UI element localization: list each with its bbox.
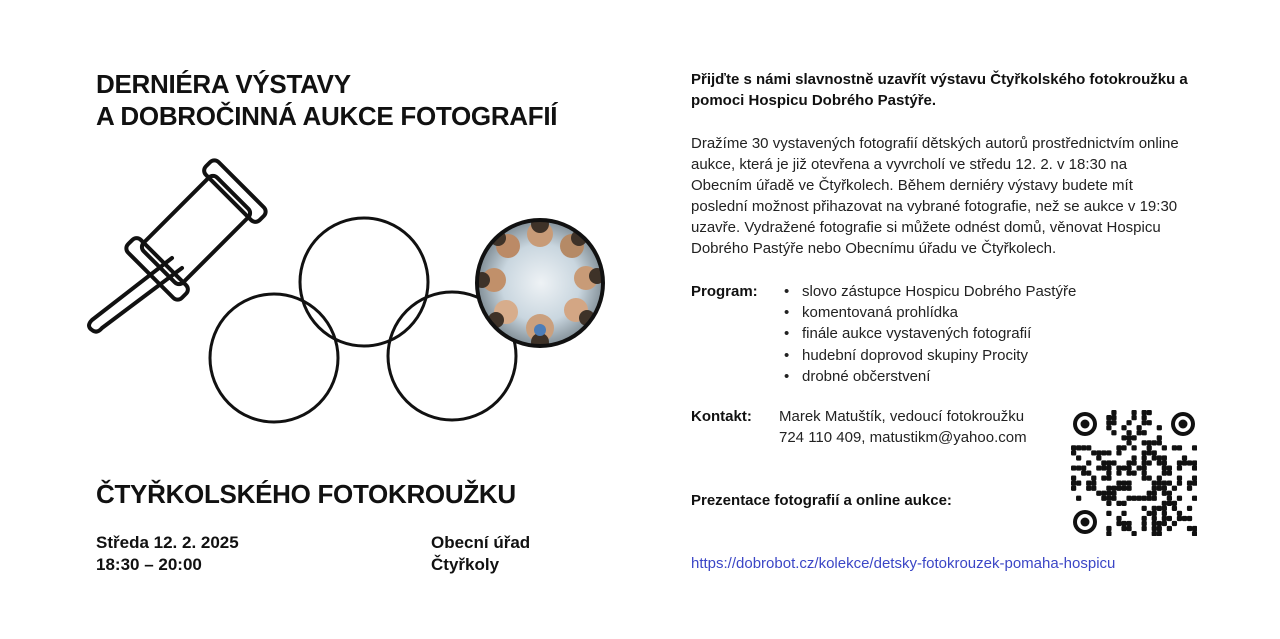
description-text: Dražíme 30 vystavených fotografií dětských autorů prostřednictvím online aukce, která je již otevřena a vyvrcholí ve středu 12. 2. v 18:30 na Obecním úřadě ve Čtyřkolech. Během derniéry výstavy budete mít poslední možnost přihazovat na vybrané fotografie, než se aukce v 19:30 uzavře. Vydražené fotografie si můžete odnést domů, věnovat Hospicu Dobrého Pastýře nebo Obecnímu úřadu ve Čtyřkolech.: [691, 135, 1179, 257]
qr-module: [1071, 450, 1076, 455]
qr-module: [1126, 440, 1131, 445]
qr-module: [1121, 501, 1126, 506]
qr-module: [1152, 496, 1157, 501]
ring-top: [300, 218, 428, 346]
qr-module: [1167, 470, 1172, 475]
qr-module: [1152, 455, 1157, 460]
page-title: [96, 68, 557, 132]
gavel-icon: [89, 158, 268, 332]
qr-module: [1192, 445, 1197, 450]
qr-module: [1131, 410, 1136, 415]
event-date: Středa 12. 2. 2025: [96, 533, 239, 552]
qr-module: [1086, 470, 1091, 475]
qr-module: [1111, 420, 1116, 425]
qr-module: [1192, 460, 1197, 465]
qr-module: [1182, 460, 1187, 465]
contact-info: [779, 406, 1027, 448]
qr-module: [1147, 440, 1152, 445]
qr-module: [1071, 486, 1076, 491]
qr-module: [1086, 486, 1091, 491]
qr-module: [1071, 476, 1076, 481]
qr-module: [1076, 481, 1081, 486]
qr-module: [1116, 450, 1121, 455]
list-item: • hudební doprovod skupiny Procity: [784, 345, 1076, 366]
qr-module: [1192, 531, 1197, 536]
qr-module: [1192, 526, 1197, 531]
qr-module: [1081, 465, 1086, 470]
date-time: [96, 532, 239, 576]
qr-module: [1116, 486, 1121, 491]
qr-module: [1142, 420, 1147, 425]
qr-finder-top-right: [1171, 412, 1195, 436]
qr-module: [1147, 496, 1152, 501]
qr-module: [1152, 516, 1157, 521]
qr-module: [1167, 526, 1172, 531]
qr-module: [1121, 481, 1126, 486]
qr-module: [1187, 516, 1192, 521]
qr-module: [1172, 501, 1177, 506]
qr-module: [1192, 481, 1197, 486]
qr-module: [1106, 496, 1111, 501]
qr-module: [1147, 511, 1152, 516]
qr-module: [1142, 476, 1147, 481]
qr-code[interactable]: [1071, 410, 1197, 536]
qr-module: [1167, 465, 1172, 470]
qr-module: [1126, 465, 1131, 470]
qr-module: [1187, 481, 1192, 486]
qr-module: [1081, 470, 1086, 475]
qr-module: [1111, 460, 1116, 465]
qr-module: [1126, 526, 1131, 531]
qr-module: [1126, 430, 1131, 435]
title-line-2: A DOBROČINNÁ AUKCE FOTOGRAFIÍ: [96, 101, 558, 131]
qr-module: [1096, 450, 1101, 455]
qr-module: [1126, 486, 1131, 491]
program-label: Program:: [691, 283, 758, 300]
subtitle: ČTYŘKOLSKÉHO FOTOKROUŽKU: [96, 479, 516, 509]
qr-module: [1116, 501, 1121, 506]
qr-module: [1187, 526, 1192, 531]
intro-text: Přijďte s námi slavnostně uzavřít výstavu Čtyřkolského fotokroužku a pomoci Hospicu Dobrého Pastýře.: [691, 71, 1188, 109]
qr-module: [1162, 470, 1167, 475]
qr-module: [1192, 496, 1197, 501]
group-photo: [474, 215, 606, 351]
qr-module: [1111, 410, 1116, 415]
qr-module: [1177, 465, 1182, 470]
qr-module: [1131, 445, 1136, 450]
qr-module: [1116, 470, 1121, 475]
qr-module: [1142, 440, 1147, 445]
qr-module: [1147, 460, 1152, 465]
qr-module: [1111, 486, 1116, 491]
qr-module: [1101, 476, 1106, 481]
qr-module: [1137, 465, 1142, 470]
qr-module: [1121, 521, 1126, 526]
qr-module: [1187, 506, 1192, 511]
qr-module: [1167, 481, 1172, 486]
qr-module: [1126, 521, 1131, 526]
qr-module: [1157, 460, 1162, 465]
qr-module: [1147, 410, 1152, 415]
qr-module: [1137, 430, 1142, 435]
qr-module: [1131, 470, 1136, 475]
qr-module: [1157, 476, 1162, 481]
qr-module: [1131, 460, 1136, 465]
qr-module: [1142, 410, 1147, 415]
qr-module: [1137, 425, 1142, 430]
qr-module: [1126, 460, 1131, 465]
qr-module: [1121, 435, 1126, 440]
qr-module: [1081, 445, 1086, 450]
qr-module: [1106, 450, 1111, 455]
qr-module: [1187, 486, 1192, 491]
qr-module: [1162, 516, 1167, 521]
qr-module: [1167, 516, 1172, 521]
qr-module: [1101, 460, 1106, 465]
qr-module: [1111, 496, 1116, 501]
qr-module: [1157, 531, 1162, 536]
qr-module: [1106, 526, 1111, 531]
qr-module: [1116, 481, 1121, 486]
qr-module: [1177, 481, 1182, 486]
illustration: [80, 158, 620, 428]
qr-module: [1076, 496, 1081, 501]
qr-module: [1152, 481, 1157, 486]
qr-module: [1121, 511, 1126, 516]
event-time: 18:30 – 20:00: [96, 555, 202, 574]
program-list: [784, 281, 1076, 387]
qr-module: [1076, 445, 1081, 450]
qr-module: [1131, 415, 1136, 420]
contact-label: Kontakt:: [691, 408, 752, 425]
qr-module: [1157, 506, 1162, 511]
qr-module: [1106, 415, 1111, 420]
qr-module: [1076, 465, 1081, 470]
qr-module: [1101, 496, 1106, 501]
qr-module: [1142, 516, 1147, 521]
qr-module: [1187, 460, 1192, 465]
qr-module: [1152, 511, 1157, 516]
ring-left: [210, 294, 338, 422]
qr-module: [1111, 491, 1116, 496]
qr-module: [1177, 445, 1182, 450]
qr-module: [1162, 506, 1167, 511]
qr-module: [1192, 465, 1197, 470]
qr-module: [1182, 516, 1187, 521]
event-place: [431, 532, 530, 576]
qr-module: [1091, 450, 1096, 455]
qr-module: [1162, 481, 1167, 486]
qr-module: [1157, 486, 1162, 491]
qr-module: [1111, 415, 1116, 420]
qr-module: [1162, 521, 1167, 526]
qr-module: [1142, 521, 1147, 526]
qr-module: [1116, 465, 1121, 470]
qr-module: [1071, 445, 1076, 450]
qr-module: [1142, 450, 1147, 455]
qr-module: [1106, 420, 1111, 425]
qr-module: [1121, 486, 1126, 491]
contact-phone-email: 724 110 409, matustikm@yahoo.com: [779, 429, 1027, 446]
qr-module: [1096, 455, 1101, 460]
qr-module: [1147, 450, 1152, 455]
qr-module: [1142, 470, 1147, 475]
qr-module: [1091, 476, 1096, 481]
qr-module: [1142, 430, 1147, 435]
qr-module: [1167, 501, 1172, 506]
qr-module: [1091, 481, 1096, 486]
qr-module: [1071, 481, 1076, 486]
qr-module: [1157, 425, 1162, 430]
qr-module: [1142, 455, 1147, 460]
qr-module: [1121, 465, 1126, 470]
qr-finder-bottom-left: [1073, 510, 1097, 534]
qr-module: [1106, 465, 1111, 470]
qr-module: [1091, 486, 1096, 491]
qr-module: [1071, 465, 1076, 470]
list-item: • komentovaná prohlídka: [784, 302, 1076, 323]
qr-module: [1177, 496, 1182, 501]
qr-module: [1152, 526, 1157, 531]
qr-module: [1162, 511, 1167, 516]
qr-module: [1076, 455, 1081, 460]
qr-module: [1086, 481, 1091, 486]
qr-module: [1106, 476, 1111, 481]
qr-module: [1142, 506, 1147, 511]
qr-module: [1101, 450, 1106, 455]
qr-module: [1152, 506, 1157, 511]
qr-module: [1126, 481, 1131, 486]
qr-module: [1126, 470, 1131, 475]
qr-module: [1111, 430, 1116, 435]
qr-module: [1152, 531, 1157, 536]
qr-module: [1157, 440, 1162, 445]
qr-module: [1157, 435, 1162, 440]
qr-module: [1142, 465, 1147, 470]
place-line-2: Čtyřkoly: [431, 555, 500, 574]
title-line-1: DERNIÉRA VÝSTAVY: [96, 69, 351, 99]
qr-module: [1106, 425, 1111, 430]
qr-module: [1131, 455, 1136, 460]
qr-module: [1152, 450, 1157, 455]
qr-module: [1162, 460, 1167, 465]
qr-module: [1162, 465, 1167, 470]
qr-module: [1106, 531, 1111, 536]
qr-module: [1121, 526, 1126, 531]
qr-module: [1121, 425, 1126, 430]
qr-module: [1152, 521, 1157, 526]
qr-module: [1106, 486, 1111, 491]
qr-module: [1131, 435, 1136, 440]
qr-module: [1162, 455, 1167, 460]
qr-module: [1152, 440, 1157, 445]
qr-module: [1101, 465, 1106, 470]
qr-module: [1157, 481, 1162, 486]
qr-module: [1126, 435, 1131, 440]
qr-module: [1106, 511, 1111, 516]
qr-module: [1192, 476, 1197, 481]
qr-module: [1172, 521, 1177, 526]
qr-module: [1142, 496, 1147, 501]
qr-module: [1121, 445, 1126, 450]
qr-module: [1152, 486, 1157, 491]
qr-module: [1172, 445, 1177, 450]
qr-module: [1086, 460, 1091, 465]
qr-module: [1177, 460, 1182, 465]
qr-module: [1101, 491, 1106, 496]
qr-module: [1131, 496, 1136, 501]
qr-module: [1142, 415, 1147, 420]
place-line-1: Obecní úřad: [431, 533, 531, 552]
qr-module: [1167, 491, 1172, 496]
qr-module: [1182, 455, 1187, 460]
qr-module: [1131, 531, 1136, 536]
qr-module: [1162, 491, 1167, 496]
qr-module: [1177, 511, 1182, 516]
qr-module: [1086, 445, 1091, 450]
qr-module: [1096, 491, 1101, 496]
qr-module: [1162, 486, 1167, 491]
qr-finder-top-left: [1073, 412, 1097, 436]
qr-module: [1142, 526, 1147, 531]
qr-module: [1137, 496, 1142, 501]
qr-module: [1147, 445, 1152, 450]
qr-module: [1172, 486, 1177, 491]
list-item: • finále aukce vystavených fotografií: [784, 323, 1076, 344]
qr-module: [1177, 476, 1182, 481]
qr-module: [1147, 420, 1152, 425]
presentation-label: Prezentace fotografií a online aukce:: [691, 492, 952, 509]
qr-module: [1147, 491, 1152, 496]
qr-module: [1116, 445, 1121, 450]
qr-module: [1126, 420, 1131, 425]
list-item: • slovo zástupce Hospicu Dobrého Pastýře: [784, 281, 1076, 302]
qr-module: [1142, 460, 1147, 465]
qr-module: [1126, 496, 1131, 501]
auction-link[interactable]: https://dobrobot.cz/kolekce/detsky-fotokrouzek-pomaha-hospicu: [691, 555, 1116, 572]
qr-module: [1172, 506, 1177, 511]
qr-module: [1106, 460, 1111, 465]
qr-module: [1106, 501, 1111, 506]
qr-module: [1152, 491, 1157, 496]
qr-module: [1147, 476, 1152, 481]
qr-module: [1167, 496, 1172, 501]
qr-module: [1162, 501, 1167, 506]
qr-module: [1157, 526, 1162, 531]
qr-module: [1157, 455, 1162, 460]
qr-module: [1116, 516, 1121, 521]
list-item: • drobné občerstvení: [784, 366, 1076, 387]
qr-module: [1162, 445, 1167, 450]
qr-module: [1096, 465, 1101, 470]
qr-module: [1177, 516, 1182, 521]
qr-module: [1106, 470, 1111, 475]
qr-module: [1116, 521, 1121, 526]
qr-module: [1106, 491, 1111, 496]
qr-module: [1157, 521, 1162, 526]
contact-name: Marek Matuštík, vedoucí fotokroužku: [779, 408, 1025, 425]
